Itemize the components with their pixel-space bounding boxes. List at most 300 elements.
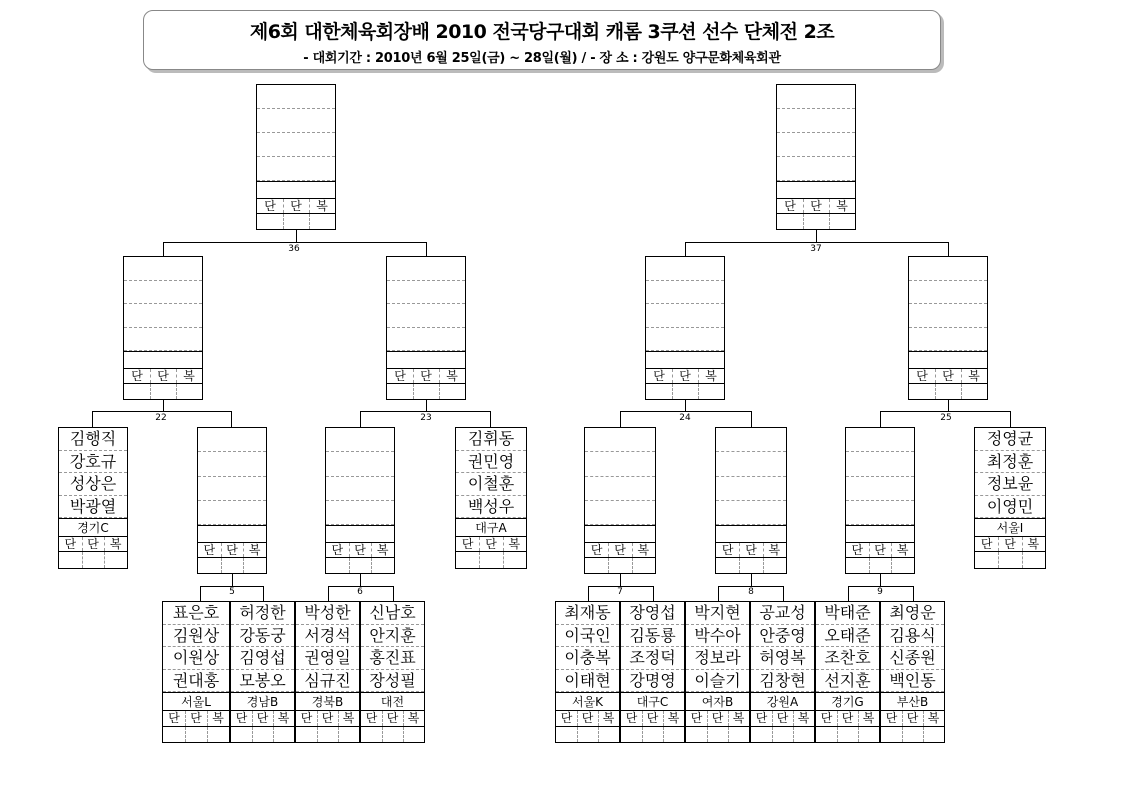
player-name: 조찬호: [816, 647, 879, 670]
name-slot: [909, 281, 987, 305]
player-name: 김영섭: [231, 647, 294, 670]
name-slot: [124, 304, 202, 328]
divider: [869, 558, 870, 573]
divider: [577, 727, 578, 742]
score-label: 복: [212, 711, 224, 725]
bracket-line: [1010, 411, 1011, 427]
score-label-row: [387, 369, 465, 384]
score-input-row: [231, 727, 294, 742]
match-number: 7: [617, 587, 623, 597]
player-name: 안중영: [751, 625, 814, 648]
player-name: 박태준: [816, 602, 879, 625]
player-name: 김동룡: [621, 625, 684, 648]
bracket-line: [751, 574, 752, 586]
player-name: 김창현: [751, 670, 814, 693]
semi-box-23: [386, 256, 466, 400]
score-label: 단: [190, 711, 202, 725]
score-label: 단: [157, 369, 169, 383]
score-input-row: [198, 558, 266, 573]
score-label: 복: [705, 369, 717, 383]
team-slot: [387, 351, 465, 369]
score-label-row: [881, 711, 944, 727]
name-slot: [777, 109, 855, 133]
qf-box-6: [325, 427, 395, 574]
bracket-line: [685, 242, 686, 256]
score-label: 단: [386, 711, 399, 725]
divider: [793, 711, 794, 726]
score-label: 복: [407, 711, 420, 725]
score-label: 단: [321, 711, 334, 725]
score-input-row: [257, 214, 335, 229]
score-label-row: [716, 543, 786, 558]
bracket-line: [685, 400, 686, 411]
team-slot: [716, 525, 786, 543]
player-name: 이영민: [975, 496, 1045, 519]
bracket-line: [263, 586, 264, 601]
name-slot: [716, 477, 786, 501]
match-number: 25: [940, 413, 952, 423]
divider: [935, 369, 936, 383]
name-slot: [585, 501, 655, 525]
bracket-line: [163, 242, 164, 256]
divider: [349, 543, 350, 557]
player-name: 강명영: [621, 670, 684, 693]
match-number: 22: [155, 413, 167, 423]
divider: [698, 369, 699, 383]
team-slot: [124, 351, 202, 369]
player-name: 권영일: [296, 647, 359, 670]
score-label: 단: [235, 711, 248, 725]
match-number: 24: [679, 413, 691, 423]
team-card-seoulL: [162, 601, 230, 743]
name-slot: [585, 452, 655, 476]
title-box: [143, 10, 941, 70]
player-name: 이원상: [163, 647, 229, 670]
match-number: 23: [420, 413, 432, 423]
team-card-seoulK: [555, 601, 620, 743]
qf-box-8: [715, 427, 787, 574]
divider: [632, 558, 633, 573]
divider: [672, 369, 673, 383]
score-label: 단: [394, 369, 406, 383]
score-label-row: [163, 711, 229, 727]
match-number: 9: [877, 587, 883, 597]
player-name: 최정훈: [975, 451, 1045, 474]
name-slot: [257, 85, 335, 109]
team-card-gyeongbukB: [295, 601, 360, 743]
score-label: 단: [625, 711, 638, 725]
divider: [207, 711, 208, 726]
divider: [707, 727, 708, 742]
score-label: 복: [768, 543, 781, 557]
divider: [793, 727, 794, 742]
name-slot: [326, 501, 394, 525]
divider: [829, 199, 830, 213]
name-slot: [387, 257, 465, 281]
divider: [598, 727, 599, 742]
team-slot: [909, 351, 987, 369]
bracket-line: [653, 586, 654, 601]
score-label: 단: [784, 199, 796, 213]
player-name: 정영균: [975, 428, 1045, 451]
player-name: 신종원: [881, 647, 944, 670]
divider: [961, 384, 962, 399]
divider: [763, 543, 764, 557]
player-name: 박성한: [296, 602, 359, 625]
divider: [150, 369, 151, 383]
player-name: 백인동: [881, 670, 944, 693]
divider: [608, 558, 609, 573]
team-card-gyeonggiC: [58, 427, 128, 569]
divider: [479, 537, 480, 551]
score-label-row: [257, 199, 335, 214]
divider: [439, 384, 440, 399]
divider: [338, 727, 339, 742]
player-name: 박광열: [59, 496, 127, 519]
player-name: 공교성: [751, 602, 814, 625]
player-name: 최재동: [556, 602, 619, 625]
score-input-row: [387, 384, 465, 399]
bracket-line: [948, 400, 949, 411]
divider: [207, 727, 208, 742]
player-name: 이국인: [556, 625, 619, 648]
player-name: 박수아: [686, 625, 749, 648]
score-label: 복: [109, 537, 122, 551]
bracket-line: [360, 411, 490, 412]
name-slot: [846, 452, 914, 476]
divider: [632, 543, 633, 557]
divider: [858, 727, 859, 742]
team-slot: [846, 525, 914, 543]
divider: [998, 537, 999, 551]
score-label: 단: [653, 369, 665, 383]
divider: [739, 558, 740, 573]
name-slot: [777, 133, 855, 157]
score-label: 복: [862, 711, 875, 725]
score-input-row: [585, 558, 655, 573]
score-label: 복: [968, 369, 980, 383]
divider: [252, 727, 253, 742]
score-label: 복: [602, 711, 615, 725]
player-name: 안지훈: [361, 625, 424, 648]
team-name: 서울K: [556, 692, 619, 711]
player-name: 심규진: [296, 670, 359, 693]
score-label: 복: [446, 369, 458, 383]
score-label: 복: [376, 543, 389, 557]
qf-box-7: [584, 427, 656, 574]
team-name: 대구A: [456, 518, 526, 537]
team-name: 강원A: [751, 692, 814, 711]
score-input-row: [846, 558, 914, 573]
name-slot: [326, 428, 394, 452]
name-slot: [198, 477, 266, 501]
divider: [837, 711, 838, 726]
score-label-row: [585, 543, 655, 558]
score-label-row: [816, 711, 879, 727]
score-label: 단: [290, 199, 302, 213]
divider: [902, 727, 903, 742]
name-slot: [846, 501, 914, 525]
team-card-gangwonA: [750, 601, 815, 743]
score-label-row: [846, 543, 914, 558]
bracket-line: [620, 411, 621, 427]
bracket-line: [490, 411, 491, 427]
divider: [763, 558, 764, 573]
divider: [413, 384, 414, 399]
team-slot: [777, 181, 855, 199]
score-input-row: [163, 727, 229, 742]
player-name: 허정한: [231, 602, 294, 625]
score-label-row: [909, 369, 987, 384]
score-input-row: [751, 727, 814, 742]
divider: [577, 711, 578, 726]
divider: [608, 543, 609, 557]
team-slot: [585, 525, 655, 543]
score-label: 단: [679, 369, 691, 383]
team-name: 서울L: [163, 692, 229, 711]
player-name: 신남호: [361, 602, 424, 625]
bracket-line: [163, 242, 426, 243]
score-input-row: [456, 552, 526, 568]
divider: [858, 711, 859, 726]
divider: [221, 558, 222, 573]
name-slot: [585, 428, 655, 452]
divider: [273, 711, 274, 726]
bracket-line: [360, 411, 361, 427]
divider: [371, 543, 372, 557]
divider: [382, 711, 383, 726]
team-card-womenB: [685, 601, 750, 743]
semi-box-22: [123, 256, 203, 400]
score-label: 단: [711, 711, 724, 725]
divider: [642, 727, 643, 742]
divider: [728, 727, 729, 742]
name-slot: [387, 281, 465, 305]
divider: [891, 558, 892, 573]
final-box-37: [776, 84, 856, 230]
team-name: 경남B: [231, 692, 294, 711]
player-name: 김행직: [59, 428, 127, 451]
bracket-line: [620, 574, 621, 586]
divider: [891, 543, 892, 557]
team-card-daeguC: [620, 601, 685, 743]
match-number: 6: [357, 587, 363, 597]
divider: [273, 727, 274, 742]
divider: [672, 384, 673, 399]
score-input-row: [716, 558, 786, 573]
player-name: 권민영: [456, 451, 526, 474]
player-name: 이충복: [556, 647, 619, 670]
player-name: 정보라: [686, 647, 749, 670]
player-name: 김휘동: [456, 428, 526, 451]
divider: [252, 711, 253, 726]
player-name: 서경석: [296, 625, 359, 648]
team-name: 여자B: [686, 692, 749, 711]
name-slot: [846, 477, 914, 501]
name-slot: [124, 257, 202, 281]
score-label: 단: [485, 537, 497, 551]
score-label: 단: [256, 711, 269, 725]
divider: [837, 727, 838, 742]
divider: [176, 384, 177, 399]
team-name: 경북B: [296, 692, 359, 711]
score-label: 단: [264, 199, 276, 213]
score-input-row: [646, 384, 724, 399]
score-label: 단: [646, 711, 659, 725]
score-input-row: [59, 552, 127, 568]
bracket-line: [360, 574, 361, 586]
name-slot: [257, 157, 335, 181]
semi-box-24: [645, 256, 725, 400]
score-input-row: [881, 727, 944, 742]
score-label: 복: [277, 711, 290, 725]
divider: [935, 384, 936, 399]
score-input-row: [296, 727, 359, 742]
divider: [803, 214, 804, 229]
divider: [283, 214, 284, 229]
score-label: 복: [316, 199, 328, 213]
divider: [243, 543, 244, 557]
name-slot: [646, 257, 724, 281]
divider: [698, 384, 699, 399]
score-label: 복: [732, 711, 745, 725]
divider: [503, 537, 504, 551]
name-slot: [777, 85, 855, 109]
name-slot: [909, 257, 987, 281]
name-slot: [198, 428, 266, 452]
team-slot: [257, 181, 335, 199]
final-box-36: [256, 84, 336, 230]
score-input-row: [975, 552, 1045, 568]
bracket-line: [880, 411, 1010, 412]
score-label-row: [198, 543, 266, 558]
name-slot: [646, 281, 724, 305]
divider: [1022, 537, 1023, 551]
player-name: 최영운: [881, 602, 944, 625]
score-label: 복: [342, 711, 355, 725]
bracket-line: [296, 230, 297, 242]
divider: [772, 711, 773, 726]
bracket-line: [685, 242, 948, 243]
team-name: 대구C: [621, 692, 684, 711]
name-slot: [198, 501, 266, 525]
score-label: 단: [745, 543, 757, 557]
team-slot: [198, 525, 266, 543]
score-label: 단: [590, 543, 603, 557]
bracket-line: [232, 574, 233, 586]
player-name: 이태현: [556, 670, 619, 693]
event-info: - 대회기간 : 2010년 6월 25일(금) ~ 28일(월) / - 장 소 : 강원도 양구문화체육회관: [303, 51, 781, 66]
divider: [961, 369, 962, 383]
divider: [902, 711, 903, 726]
divider: [707, 711, 708, 726]
score-label-row: [621, 711, 684, 727]
score-label: 단: [420, 369, 432, 383]
divider: [403, 727, 404, 742]
bracket-line: [426, 400, 427, 411]
bracket-line: [751, 411, 752, 427]
divider: [317, 711, 318, 726]
team-name: 대전: [361, 692, 424, 711]
score-label: 복: [248, 543, 261, 557]
name-slot: [716, 452, 786, 476]
score-label: 복: [183, 369, 195, 383]
score-input-row: [326, 558, 394, 573]
player-name: 김용식: [881, 625, 944, 648]
divider: [503, 552, 504, 568]
bracket-line: [231, 411, 232, 427]
team-name: 서울I: [975, 518, 1045, 537]
divider: [479, 552, 480, 568]
player-name: 오태준: [816, 625, 879, 648]
divider: [728, 711, 729, 726]
score-label: 단: [916, 369, 928, 383]
score-label-row: [231, 711, 294, 727]
name-slot: [909, 304, 987, 328]
divider: [309, 214, 310, 229]
divider: [869, 543, 870, 557]
score-label: 단: [168, 711, 180, 725]
bracket-line: [880, 574, 881, 586]
bracket-line: [426, 242, 427, 256]
team-card-gyeongnamB: [230, 601, 295, 743]
score-label-row: [556, 711, 619, 727]
score-label: 단: [87, 537, 99, 551]
bracket-line: [588, 586, 589, 601]
score-label: 단: [203, 543, 216, 557]
divider: [82, 537, 83, 551]
score-label-row: [686, 711, 749, 727]
score-label: 단: [721, 543, 734, 557]
bracket-line: [92, 411, 93, 427]
score-label: 단: [300, 711, 313, 725]
team-name: 부산B: [881, 692, 944, 711]
score-label: 단: [755, 711, 768, 725]
divider: [439, 369, 440, 383]
divider: [309, 199, 310, 213]
name-slot: [326, 452, 394, 476]
score-label-row: [751, 711, 814, 727]
score-label: 단: [614, 543, 626, 557]
divider: [772, 727, 773, 742]
match-number: 5: [229, 587, 235, 597]
score-label: 복: [836, 199, 848, 213]
player-name: 권대홍: [163, 670, 229, 693]
bracket-line: [92, 411, 231, 412]
player-name: 김원상: [163, 625, 229, 648]
score-label-row: [326, 543, 394, 558]
bracket-line: [620, 411, 751, 412]
bracket-line: [880, 411, 881, 427]
score-label: 단: [1004, 537, 1016, 551]
divider: [998, 552, 999, 568]
bracket-line: [816, 230, 817, 242]
player-name: 정보윤: [975, 473, 1045, 496]
score-label: 단: [131, 369, 143, 383]
player-name: 백성우: [456, 496, 526, 519]
divider: [382, 727, 383, 742]
score-input-row: [777, 214, 855, 229]
divider: [150, 384, 151, 399]
score-input-row: [621, 727, 684, 742]
divider: [598, 711, 599, 726]
divider: [283, 199, 284, 213]
score-label-row: [59, 537, 127, 552]
bracket-line: [718, 586, 719, 601]
name-slot: [387, 304, 465, 328]
score-label: 단: [942, 369, 954, 383]
name-slot: [124, 281, 202, 305]
